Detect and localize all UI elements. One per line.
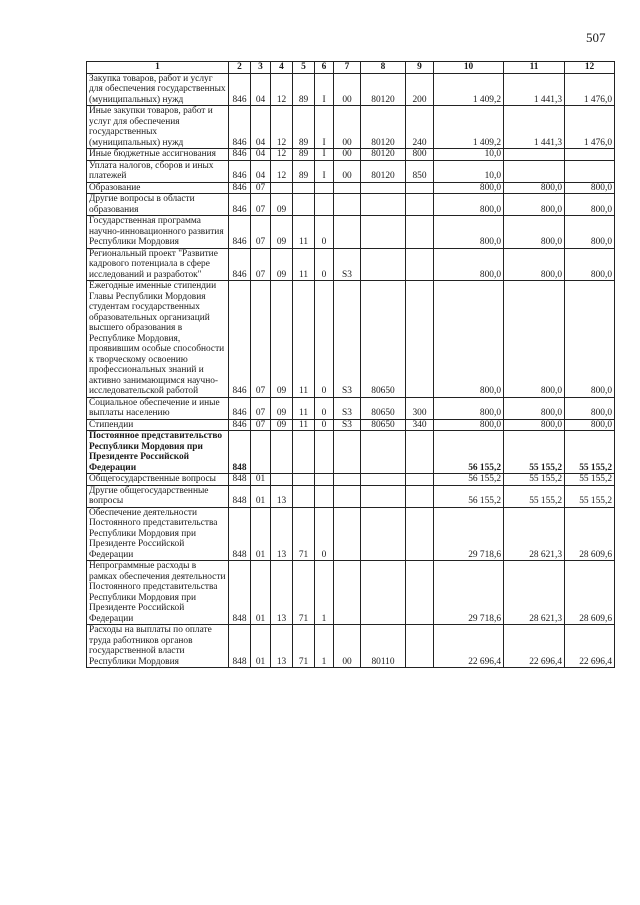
code-cell: 80120 bbox=[361, 106, 406, 149]
row-name-cell: Расходы на выплаты по оплате труда работников органов государственной власти Республики Мордовия bbox=[87, 625, 229, 668]
amount-cell: 800,0 bbox=[434, 248, 504, 281]
row-name-cell: Другие вопросы в области образования bbox=[87, 194, 229, 216]
code-cell: 0 bbox=[315, 248, 334, 281]
code-cell: 11 bbox=[293, 281, 315, 398]
code-cell: 07 bbox=[251, 194, 271, 216]
amount-cell: 800,0 bbox=[504, 216, 565, 249]
column-header: 2 bbox=[229, 62, 251, 74]
row-name-cell: Закупка товаров, работ и услуг для обеспечения государственных (муниципальных) нужд bbox=[87, 73, 229, 106]
code-cell: 11 bbox=[293, 419, 315, 431]
amount-cell: 800,0 bbox=[434, 182, 504, 194]
code-cell bbox=[406, 507, 434, 561]
code-cell: 848 bbox=[229, 485, 251, 507]
amount-cell bbox=[504, 160, 565, 182]
amount-cell: 10,0 bbox=[434, 149, 504, 161]
amount-cell: 22 696,4 bbox=[434, 625, 504, 668]
code-cell: 800 bbox=[406, 149, 434, 161]
table-row bbox=[87, 419, 615, 431]
code-cell bbox=[406, 194, 434, 216]
code-cell bbox=[406, 561, 434, 625]
code-cell bbox=[271, 474, 293, 486]
code-cell bbox=[293, 431, 315, 474]
row-name-cell: Региональный проект "Развитие кадрового потенциала в сфере исследований и разработок" bbox=[87, 248, 229, 281]
code-cell: 71 bbox=[293, 561, 315, 625]
table-row bbox=[87, 397, 615, 419]
amount-cell: 800,0 bbox=[504, 419, 565, 431]
code-cell bbox=[406, 182, 434, 194]
code-cell: 846 bbox=[229, 160, 251, 182]
column-header: 12 bbox=[565, 62, 615, 74]
code-cell bbox=[251, 431, 271, 474]
amount-cell: 1 409,2 bbox=[434, 106, 504, 149]
code-cell bbox=[315, 431, 334, 474]
column-header: 6 bbox=[315, 62, 334, 74]
code-cell: 04 bbox=[251, 149, 271, 161]
table-row bbox=[87, 106, 615, 149]
code-cell: 13 bbox=[271, 561, 293, 625]
code-cell bbox=[361, 194, 406, 216]
table-row bbox=[87, 485, 615, 507]
column-header: 11 bbox=[504, 62, 565, 74]
code-cell: 13 bbox=[271, 485, 293, 507]
code-cell: 848 bbox=[229, 474, 251, 486]
amount-cell: 800,0 bbox=[565, 248, 615, 281]
code-cell: 0 bbox=[315, 397, 334, 419]
code-cell: 1 bbox=[315, 561, 334, 625]
code-cell: 09 bbox=[271, 194, 293, 216]
row-name-cell: Другие общегосударственные вопросы bbox=[87, 485, 229, 507]
amount-cell: 800,0 bbox=[565, 281, 615, 398]
amount-cell: 10,0 bbox=[434, 160, 504, 182]
amount-cell: 55 155,2 bbox=[504, 431, 565, 474]
amount-cell: 56 155,2 bbox=[434, 431, 504, 474]
column-header: 8 bbox=[361, 62, 406, 74]
amount-cell: 28 609,6 bbox=[565, 507, 615, 561]
amount-cell: 28 621,3 bbox=[504, 561, 565, 625]
code-cell: 09 bbox=[271, 248, 293, 281]
code-cell: 846 bbox=[229, 281, 251, 398]
code-cell: 848 bbox=[229, 625, 251, 668]
amount-cell: 800,0 bbox=[565, 419, 615, 431]
table-body bbox=[87, 73, 615, 668]
code-cell bbox=[334, 216, 361, 249]
code-cell: 0 bbox=[315, 507, 334, 561]
code-cell: 89 bbox=[293, 106, 315, 149]
code-cell: 12 bbox=[271, 73, 293, 106]
budget-table bbox=[86, 61, 615, 668]
amount-cell: 800,0 bbox=[565, 397, 615, 419]
amount-cell: 1 441,3 bbox=[504, 106, 565, 149]
code-cell: 12 bbox=[271, 106, 293, 149]
code-cell: 13 bbox=[271, 625, 293, 668]
row-name-cell: Постоянное представительство Республики Мордовия при Президенте Российской Федерации bbox=[87, 431, 229, 474]
code-cell: S3 bbox=[334, 397, 361, 419]
amount-cell: 29 718,6 bbox=[434, 507, 504, 561]
code-cell bbox=[361, 216, 406, 249]
amount-cell: 1 409,2 bbox=[434, 73, 504, 106]
code-cell: 846 bbox=[229, 73, 251, 106]
code-cell: 846 bbox=[229, 248, 251, 281]
table-row bbox=[87, 73, 615, 106]
row-name-cell: Уплата налогов, сборов и иных платежей bbox=[87, 160, 229, 182]
amount-cell: 28 609,6 bbox=[565, 561, 615, 625]
code-cell: S3 bbox=[334, 419, 361, 431]
code-cell: 850 bbox=[406, 160, 434, 182]
amount-cell: 800,0 bbox=[434, 194, 504, 216]
row-name-cell: Иные закупки товаров, работ и услуг для обеспечения государственных (муниципальных) нужд bbox=[87, 106, 229, 149]
code-cell bbox=[334, 431, 361, 474]
amount-cell bbox=[565, 160, 615, 182]
amount-cell: 29 718,6 bbox=[434, 561, 504, 625]
code-cell bbox=[334, 561, 361, 625]
code-cell bbox=[315, 474, 334, 486]
code-cell: 848 bbox=[229, 431, 251, 474]
code-cell: 01 bbox=[251, 625, 271, 668]
page-number: 507 bbox=[586, 30, 606, 45]
table-row bbox=[87, 149, 615, 161]
code-cell: 89 bbox=[293, 149, 315, 161]
code-cell: 846 bbox=[229, 182, 251, 194]
code-cell: 00 bbox=[334, 149, 361, 161]
table-row bbox=[87, 216, 615, 249]
amount-cell: 56 155,2 bbox=[434, 474, 504, 486]
row-name-cell: Обеспечение деятельности Постоянного представительства Республики Мордовия при Президенте Российской Федерации bbox=[87, 507, 229, 561]
code-cell: 09 bbox=[271, 281, 293, 398]
amount-cell bbox=[504, 149, 565, 161]
amount-cell: 800,0 bbox=[504, 397, 565, 419]
code-cell bbox=[406, 248, 434, 281]
code-cell bbox=[293, 182, 315, 194]
row-name-cell: Общегосударственные вопросы bbox=[87, 474, 229, 486]
row-name-cell: Непрограммные расходы в рамках обеспечения деятельности Постоянного представительства Республики Мордовия при Президенте Российской Федерации bbox=[87, 561, 229, 625]
table-header-row bbox=[87, 62, 615, 74]
row-name-cell: Государственная программа научно-инновационного развития Республики Мордовия bbox=[87, 216, 229, 249]
code-cell: 848 bbox=[229, 507, 251, 561]
code-cell bbox=[406, 431, 434, 474]
code-cell bbox=[315, 182, 334, 194]
amount-cell: 56 155,2 bbox=[434, 485, 504, 507]
amount-cell: 55 155,2 bbox=[565, 474, 615, 486]
row-name-cell: Стипендии bbox=[87, 419, 229, 431]
code-cell: I bbox=[315, 160, 334, 182]
code-cell: 11 bbox=[293, 248, 315, 281]
amount-cell: 800,0 bbox=[504, 194, 565, 216]
code-cell: 11 bbox=[293, 397, 315, 419]
code-cell: 0 bbox=[315, 419, 334, 431]
code-cell bbox=[293, 485, 315, 507]
code-cell: 80120 bbox=[361, 149, 406, 161]
amount-cell: 800,0 bbox=[504, 248, 565, 281]
table-row bbox=[87, 474, 615, 486]
code-cell: 09 bbox=[271, 397, 293, 419]
code-cell bbox=[406, 485, 434, 507]
code-cell: 846 bbox=[229, 419, 251, 431]
amount-cell: 22 696,4 bbox=[565, 625, 615, 668]
code-cell: 89 bbox=[293, 73, 315, 106]
code-cell: 846 bbox=[229, 216, 251, 249]
code-cell: 80650 bbox=[361, 397, 406, 419]
column-header: 4 bbox=[271, 62, 293, 74]
amount-cell: 22 696,4 bbox=[504, 625, 565, 668]
code-cell: 71 bbox=[293, 507, 315, 561]
amount-cell: 1 441,3 bbox=[504, 73, 565, 106]
amount-cell: 55 155,2 bbox=[565, 431, 615, 474]
code-cell: 80120 bbox=[361, 160, 406, 182]
table-row bbox=[87, 248, 615, 281]
column-header: 7 bbox=[334, 62, 361, 74]
code-cell: 01 bbox=[251, 507, 271, 561]
code-cell: 00 bbox=[334, 106, 361, 149]
amount-cell: 800,0 bbox=[504, 182, 565, 194]
code-cell bbox=[361, 182, 406, 194]
column-header: 3 bbox=[251, 62, 271, 74]
code-cell: 80120 bbox=[361, 73, 406, 106]
code-cell: 12 bbox=[271, 149, 293, 161]
code-cell: 846 bbox=[229, 106, 251, 149]
code-cell: 00 bbox=[334, 160, 361, 182]
column-header: 9 bbox=[406, 62, 434, 74]
code-cell: 846 bbox=[229, 149, 251, 161]
code-cell: 01 bbox=[251, 474, 271, 486]
code-cell bbox=[334, 507, 361, 561]
code-cell bbox=[334, 474, 361, 486]
amount-cell: 800,0 bbox=[565, 216, 615, 249]
code-cell bbox=[334, 485, 361, 507]
code-cell: 07 bbox=[251, 419, 271, 431]
code-cell: 80650 bbox=[361, 419, 406, 431]
code-cell: 00 bbox=[334, 73, 361, 106]
code-cell: S3 bbox=[334, 281, 361, 398]
code-cell bbox=[361, 248, 406, 281]
code-cell: 80650 bbox=[361, 281, 406, 398]
code-cell bbox=[361, 431, 406, 474]
code-cell: 300 bbox=[406, 397, 434, 419]
code-cell bbox=[406, 474, 434, 486]
code-cell: 80110 bbox=[361, 625, 406, 668]
table-row bbox=[87, 431, 615, 474]
code-cell: 01 bbox=[251, 561, 271, 625]
code-cell: 340 bbox=[406, 419, 434, 431]
row-name-cell: Ежегодные именные стипендии Главы Республики Мордовия студентам государственных образовательных организаций высшего образования в Республике Мордовия, проявившим особые способности к творческому освоению профессиональных знаний и активно занимающимся научно-исследовательской работой bbox=[87, 281, 229, 398]
code-cell: 00 bbox=[334, 625, 361, 668]
code-cell: 71 bbox=[293, 625, 315, 668]
amount-cell: 800,0 bbox=[504, 281, 565, 398]
code-cell: 848 bbox=[229, 561, 251, 625]
row-name-cell: Образование bbox=[87, 182, 229, 194]
table-row bbox=[87, 194, 615, 216]
column-header: 1 bbox=[87, 62, 229, 74]
table-row bbox=[87, 561, 615, 625]
code-cell: 07 bbox=[251, 281, 271, 398]
table-row bbox=[87, 160, 615, 182]
code-cell bbox=[361, 474, 406, 486]
code-cell bbox=[334, 182, 361, 194]
code-cell: 09 bbox=[271, 216, 293, 249]
table-row bbox=[87, 625, 615, 668]
code-cell: I bbox=[315, 149, 334, 161]
column-header: 10 bbox=[434, 62, 504, 74]
code-cell bbox=[406, 625, 434, 668]
code-cell: 1 bbox=[315, 625, 334, 668]
code-cell: 200 bbox=[406, 73, 434, 106]
code-cell: I bbox=[315, 73, 334, 106]
amount-cell: 800,0 bbox=[565, 194, 615, 216]
code-cell bbox=[334, 194, 361, 216]
amount-cell: 800,0 bbox=[434, 216, 504, 249]
table-row bbox=[87, 182, 615, 194]
code-cell: 12 bbox=[271, 160, 293, 182]
row-name-cell: Социальное обеспечение и иные выплаты населению bbox=[87, 397, 229, 419]
code-cell bbox=[406, 216, 434, 249]
code-cell bbox=[271, 182, 293, 194]
code-cell bbox=[271, 431, 293, 474]
amount-cell bbox=[565, 149, 615, 161]
code-cell: 04 bbox=[251, 73, 271, 106]
amount-cell: 1 476,0 bbox=[565, 73, 615, 106]
code-cell bbox=[293, 194, 315, 216]
code-cell bbox=[361, 561, 406, 625]
code-cell: 240 bbox=[406, 106, 434, 149]
amount-cell: 55 155,2 bbox=[565, 485, 615, 507]
code-cell: 07 bbox=[251, 397, 271, 419]
amount-cell: 800,0 bbox=[434, 397, 504, 419]
column-header: 5 bbox=[293, 62, 315, 74]
code-cell bbox=[315, 485, 334, 507]
row-name-cell: Иные бюджетные ассигнования bbox=[87, 149, 229, 161]
code-cell bbox=[293, 474, 315, 486]
code-cell: 04 bbox=[251, 106, 271, 149]
code-cell: S3 bbox=[334, 248, 361, 281]
amount-cell: 28 621,3 bbox=[504, 507, 565, 561]
code-cell: 89 bbox=[293, 160, 315, 182]
amount-cell: 800,0 bbox=[434, 419, 504, 431]
code-cell: 01 bbox=[251, 485, 271, 507]
table-row bbox=[87, 281, 615, 398]
code-cell: 04 bbox=[251, 160, 271, 182]
table-row bbox=[87, 507, 615, 561]
amount-cell: 800,0 bbox=[434, 281, 504, 398]
code-cell: I bbox=[315, 106, 334, 149]
code-cell bbox=[361, 507, 406, 561]
code-cell: 07 bbox=[251, 182, 271, 194]
code-cell: 0 bbox=[315, 281, 334, 398]
amount-cell: 1 476,0 bbox=[565, 106, 615, 149]
code-cell bbox=[361, 485, 406, 507]
code-cell: 846 bbox=[229, 397, 251, 419]
code-cell bbox=[315, 194, 334, 216]
code-cell: 13 bbox=[271, 507, 293, 561]
amount-cell: 55 155,2 bbox=[504, 485, 565, 507]
code-cell: 11 bbox=[293, 216, 315, 249]
code-cell: 07 bbox=[251, 216, 271, 249]
code-cell bbox=[406, 281, 434, 398]
code-cell: 0 bbox=[315, 216, 334, 249]
code-cell: 846 bbox=[229, 194, 251, 216]
code-cell: 07 bbox=[251, 248, 271, 281]
code-cell: 09 bbox=[271, 419, 293, 431]
amount-cell: 800,0 bbox=[565, 182, 615, 194]
amount-cell: 55 155,2 bbox=[504, 474, 565, 486]
